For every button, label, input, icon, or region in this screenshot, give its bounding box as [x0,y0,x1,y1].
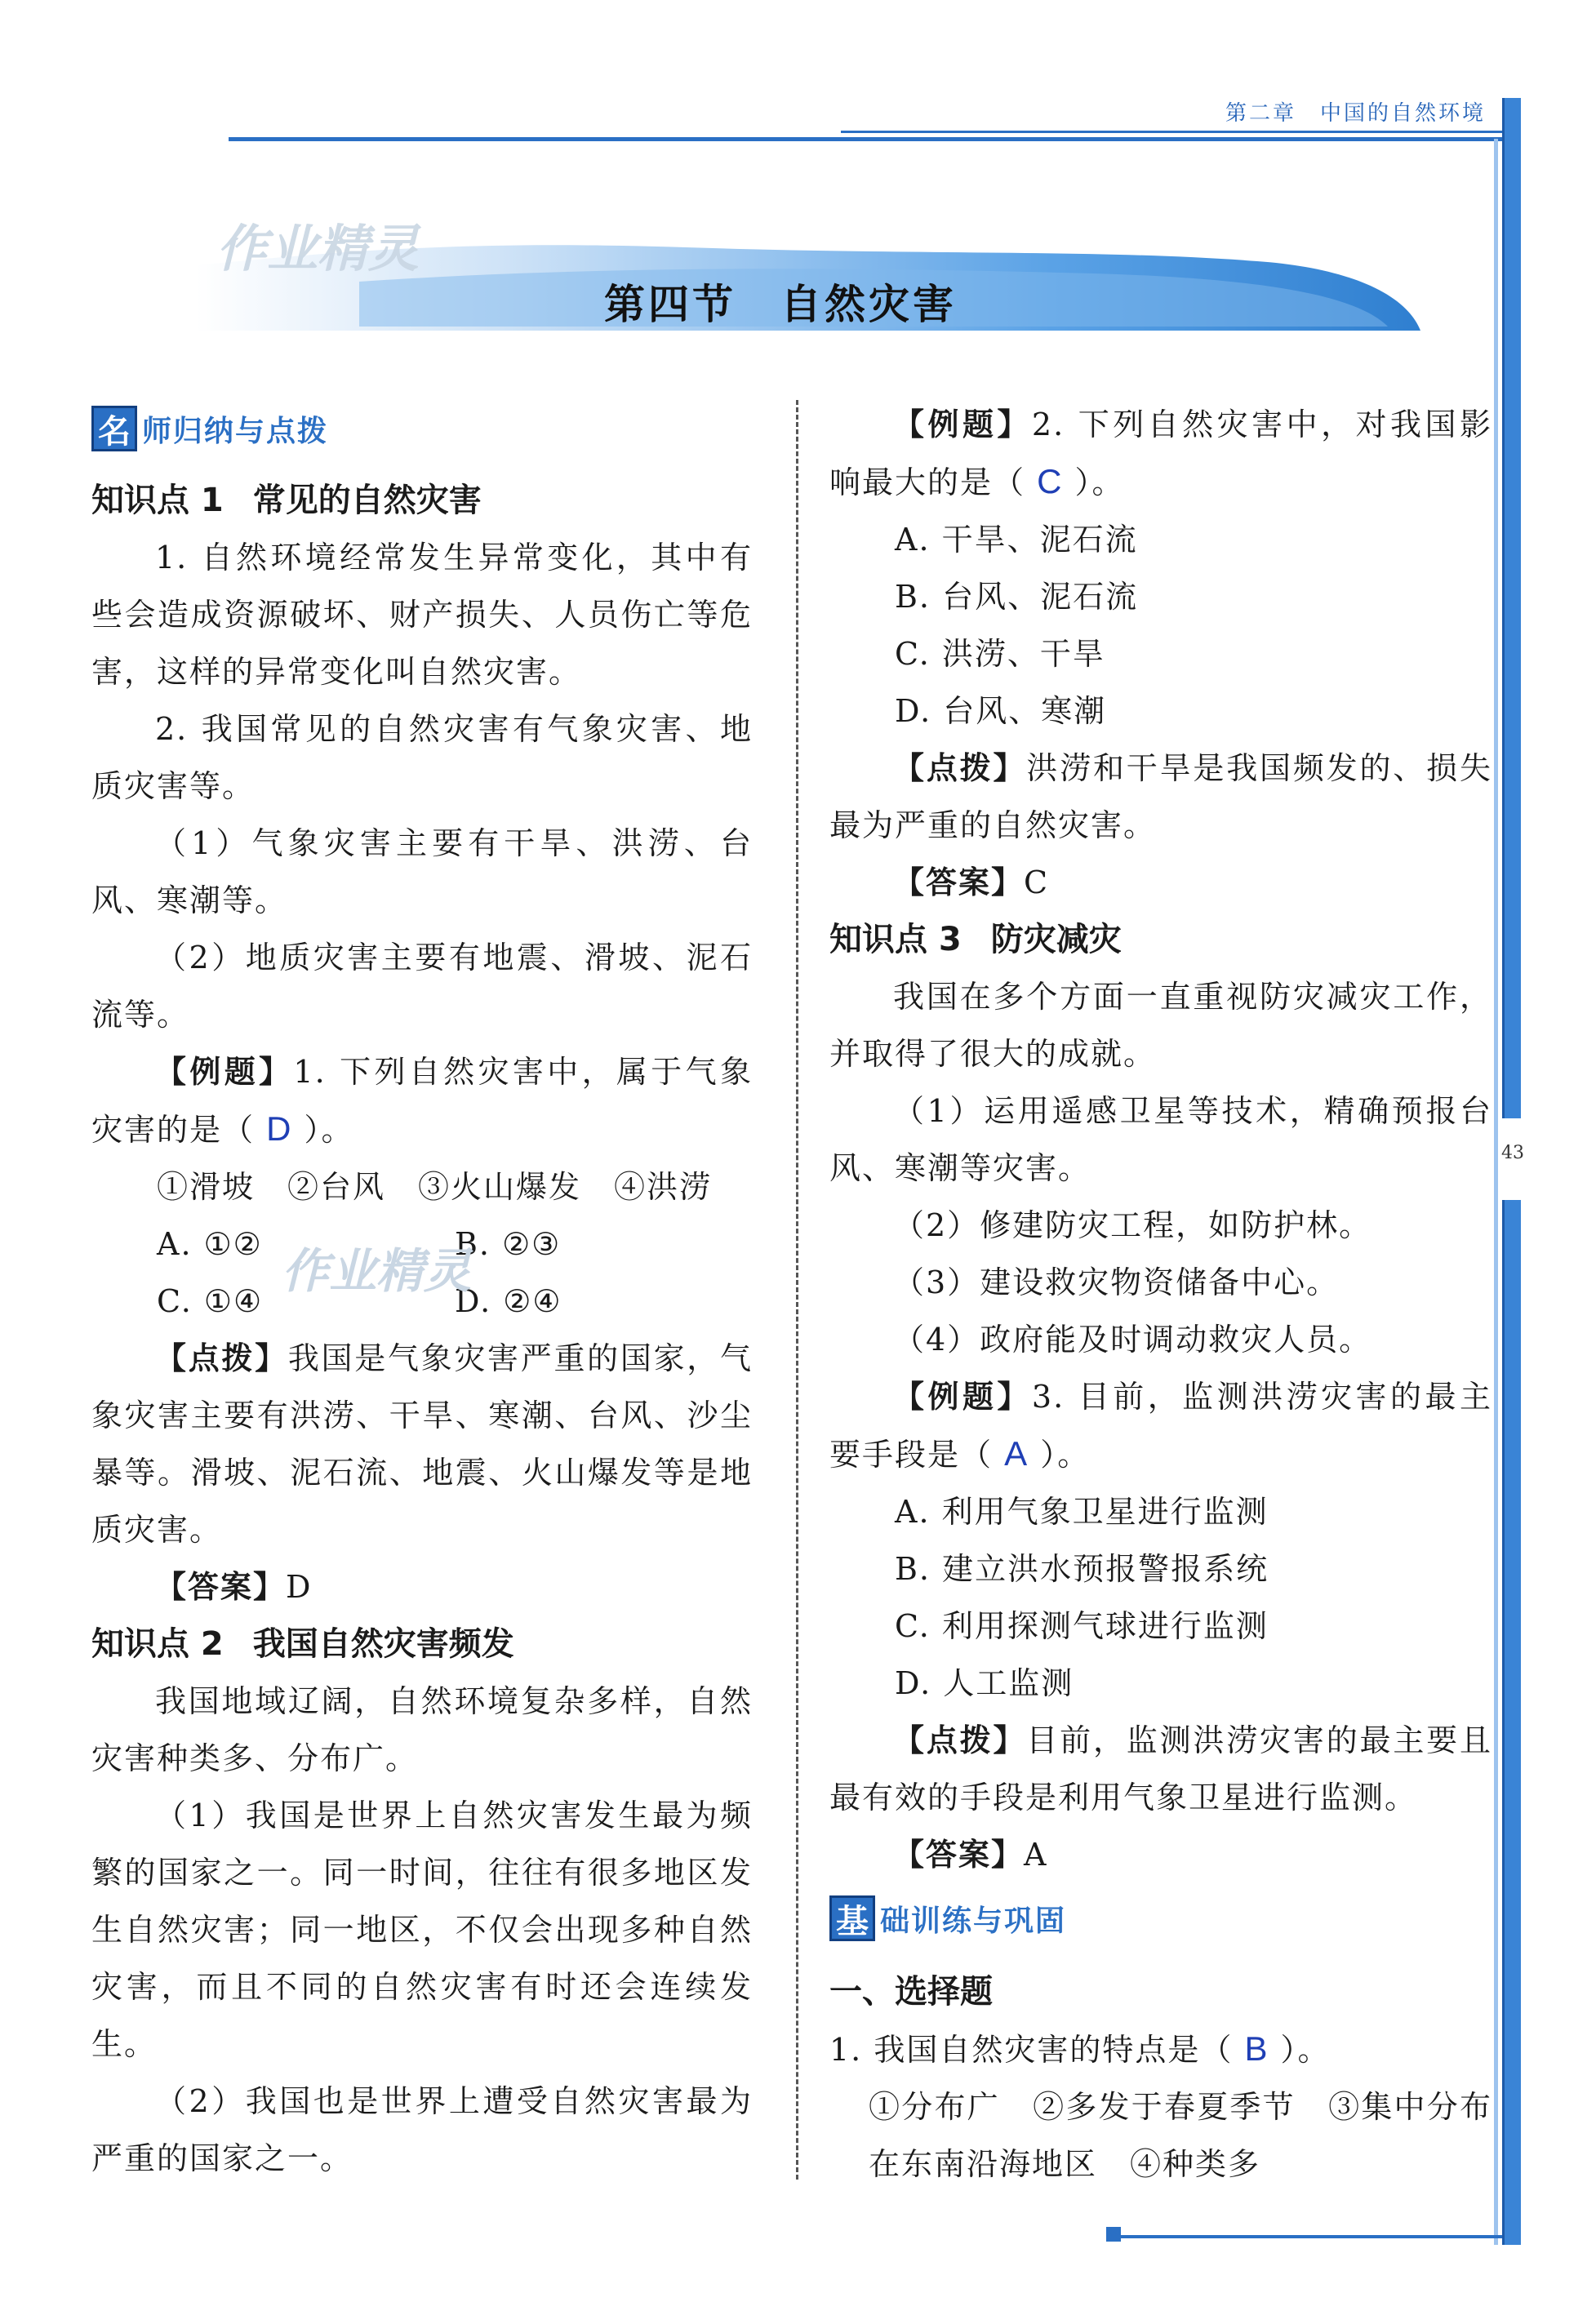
option-d: D. 人工监测 [895,1665,1074,1701]
knowledge-point-heading [829,911,1492,968]
option-a: A. 干旱、泥石流 [895,522,1138,558]
option-a: A. 利用气象卫星进行监测 [895,1494,1269,1530]
filled-answer: B [1244,2029,1269,2068]
badge-text: 师归纳与点拨 [142,414,329,448]
answer-line [91,1558,753,1615]
knowledge-point-heading [91,1615,753,1673]
question-end: ）。 [1280,2032,1331,2068]
example-question [829,1368,1492,1483]
paragraph: （2）我国也是世界上遭受自然灾害最为严重的国家之一。 [91,2083,753,2176]
answer-label: 【答案】 [893,1837,1025,1873]
question-text: 2. 下列自然灾害中，对我国影响最大的是（ [829,407,1492,500]
example-question [829,396,1492,511]
paragraph: 2. 我国常见的自然灾害有气象灾害、地质灾害等。 [91,711,753,804]
margin-bar-upper [1502,98,1521,1118]
paragraph: （2）修建防灾工程，如防护林。 [893,1207,1372,1243]
badge-box: 名 [91,406,137,451]
answer-label: 【答案】 [893,864,1025,900]
question-items: ①滑坡 ②台风 ③火山爆发 ④洪涝 [157,1169,713,1205]
option-c: C. 利用探测气球进行监测 [895,1608,1269,1644]
kp-name: 我国自然灾害频发 [252,1625,514,1663]
question-items: ①分布广 ②多发于春夏季节 ③集中分布在东南沿海地区 ④种类多 [869,2089,1492,2182]
paragraph: （1）运用遥感卫星等技术，精确预报台风、寒潮等灾害。 [829,1093,1492,1186]
question-text: 3. 目前，监测洪涝灾害的最主要手段是（ [829,1379,1492,1473]
teacher-badge [91,400,753,457]
example-label: 【例题】 [893,407,1032,442]
example-label: 【例题】 [893,1379,1032,1415]
answer-key: D [286,1569,313,1605]
question-text: 1. 我国自然灾害的特点是（ [829,2032,1234,2068]
paragraph: 1. 自然环境经常发生异常变化，其中有些会造成资源破坏、财产损失、人员伤亡等危害，这样的异常变化叫自然灾害。 [91,540,753,690]
paragraph: 我国地域辽阔，自然环境复杂多样，自然灾害种类多、分布广。 [91,1683,753,1776]
filled-answer: D [266,1109,293,1148]
page-number: 43 [1501,1143,1524,1163]
kp-number: 知识点 3 [829,921,962,958]
filled-answer: C [1037,462,1064,500]
option-a: A. ①② [157,1226,263,1262]
option-c: C. 洪涝、干旱 [895,636,1105,672]
answer-label: 【答案】 [155,1569,287,1605]
header-rule [841,131,1502,133]
question-end: ）。 [1074,464,1125,500]
paragraph: 我国在多个方面一直重视防灾减灾工作，并取得了很大的成就。 [829,979,1492,1072]
footer-square [1106,2227,1121,2242]
hint-text: 目前，监测洪涝灾害的最主要且最有效的手段是利用气象卫星进行监测。 [829,1722,1492,1815]
option-b: B. ②③ [455,1226,562,1262]
paragraph: （3）建设救灾物资储备中心。 [893,1264,1340,1300]
hint-text: 我国是气象灾害严重的国家，气象灾害主要有洪涝、干旱、寒潮、台风、沙尘暴等。滑坡、泥石流、地震、火山爆发等是地质灾害。 [91,1340,753,1548]
option-b: B. 建立洪水预报警报系统 [895,1551,1269,1587]
filled-answer: A [1004,1434,1029,1473]
paragraph: （1）气象灾害主要有干旱、洪涝、台风、寒潮等。 [91,825,753,918]
kp-number: 知识点 1 [91,482,224,519]
margin-bar-lower [1502,1200,1521,2245]
hint-paragraph [91,1330,753,1558]
answer-key: A [1024,1837,1048,1873]
hint-label: 【点拨】 [893,750,1027,786]
header-rule-long [229,137,1502,141]
hint-label: 【点拨】 [155,1340,288,1376]
paragraph: （1）我国是世界上自然灾害发生最为频繁的国家之一。同一时间，往往有很多地区发生自然灾害；同一地区，不仅会出现多种自然灾害，而且不同的自然灾害有时还会连续发生。 [91,1798,753,2062]
option-d: D. 台风、寒潮 [895,693,1107,729]
option-b: B. 台风、泥石流 [895,579,1139,615]
knowledge-point-heading [91,472,753,529]
option-d: D. ②④ [455,1283,562,1319]
hint-paragraph [829,740,1492,854]
badge-text: 础训练与巩固 [880,1904,1067,1938]
column-divider [796,400,798,2180]
hint-paragraph [829,1712,1492,1826]
answer-line [829,1826,1492,1883]
option-c: C. ①④ [157,1283,264,1319]
example-label: 【例题】 [155,1054,294,1090]
kp-number: 知识点 2 [91,1625,224,1663]
margin-bar-light [1494,139,1498,2245]
section-title: 第四节 自然灾害 [604,281,957,328]
question-text: 1. 下列自然灾害中，属于气象灾害的是（ [91,1054,753,1148]
hint-text: 洪涝和干旱是我国频发的、损失最为严重的自然灾害。 [829,750,1492,843]
kp-name: 防灾减灾 [990,921,1122,958]
answer-key: C [1024,864,1050,900]
hint-label: 【点拨】 [893,1722,1027,1758]
kp-name: 常见的自然灾害 [252,482,482,519]
badge-box: 基 [829,1895,875,1941]
example-question [91,1043,753,1158]
exercise-section-heading: 一、选择题 [829,1973,993,2011]
practice-question [829,2020,1492,2078]
watermark: 作业精灵 [216,219,420,278]
watermark: 作业精灵 [282,1243,472,1299]
paragraph: （2）地质灾害主要有地震、滑坡、泥石流等。 [91,940,753,1033]
paragraph: （4）政府能及时调动救灾人员。 [893,1322,1372,1358]
practice-badge [829,1890,1492,1947]
question-end: ）。 [1040,1437,1091,1473]
answer-line [829,854,1492,911]
question-end: ）。 [304,1112,354,1148]
footer-rule [1110,2235,1502,2238]
running-head: 第二章 中国的自然环境 [1225,101,1486,126]
right-column [829,396,1492,2193]
